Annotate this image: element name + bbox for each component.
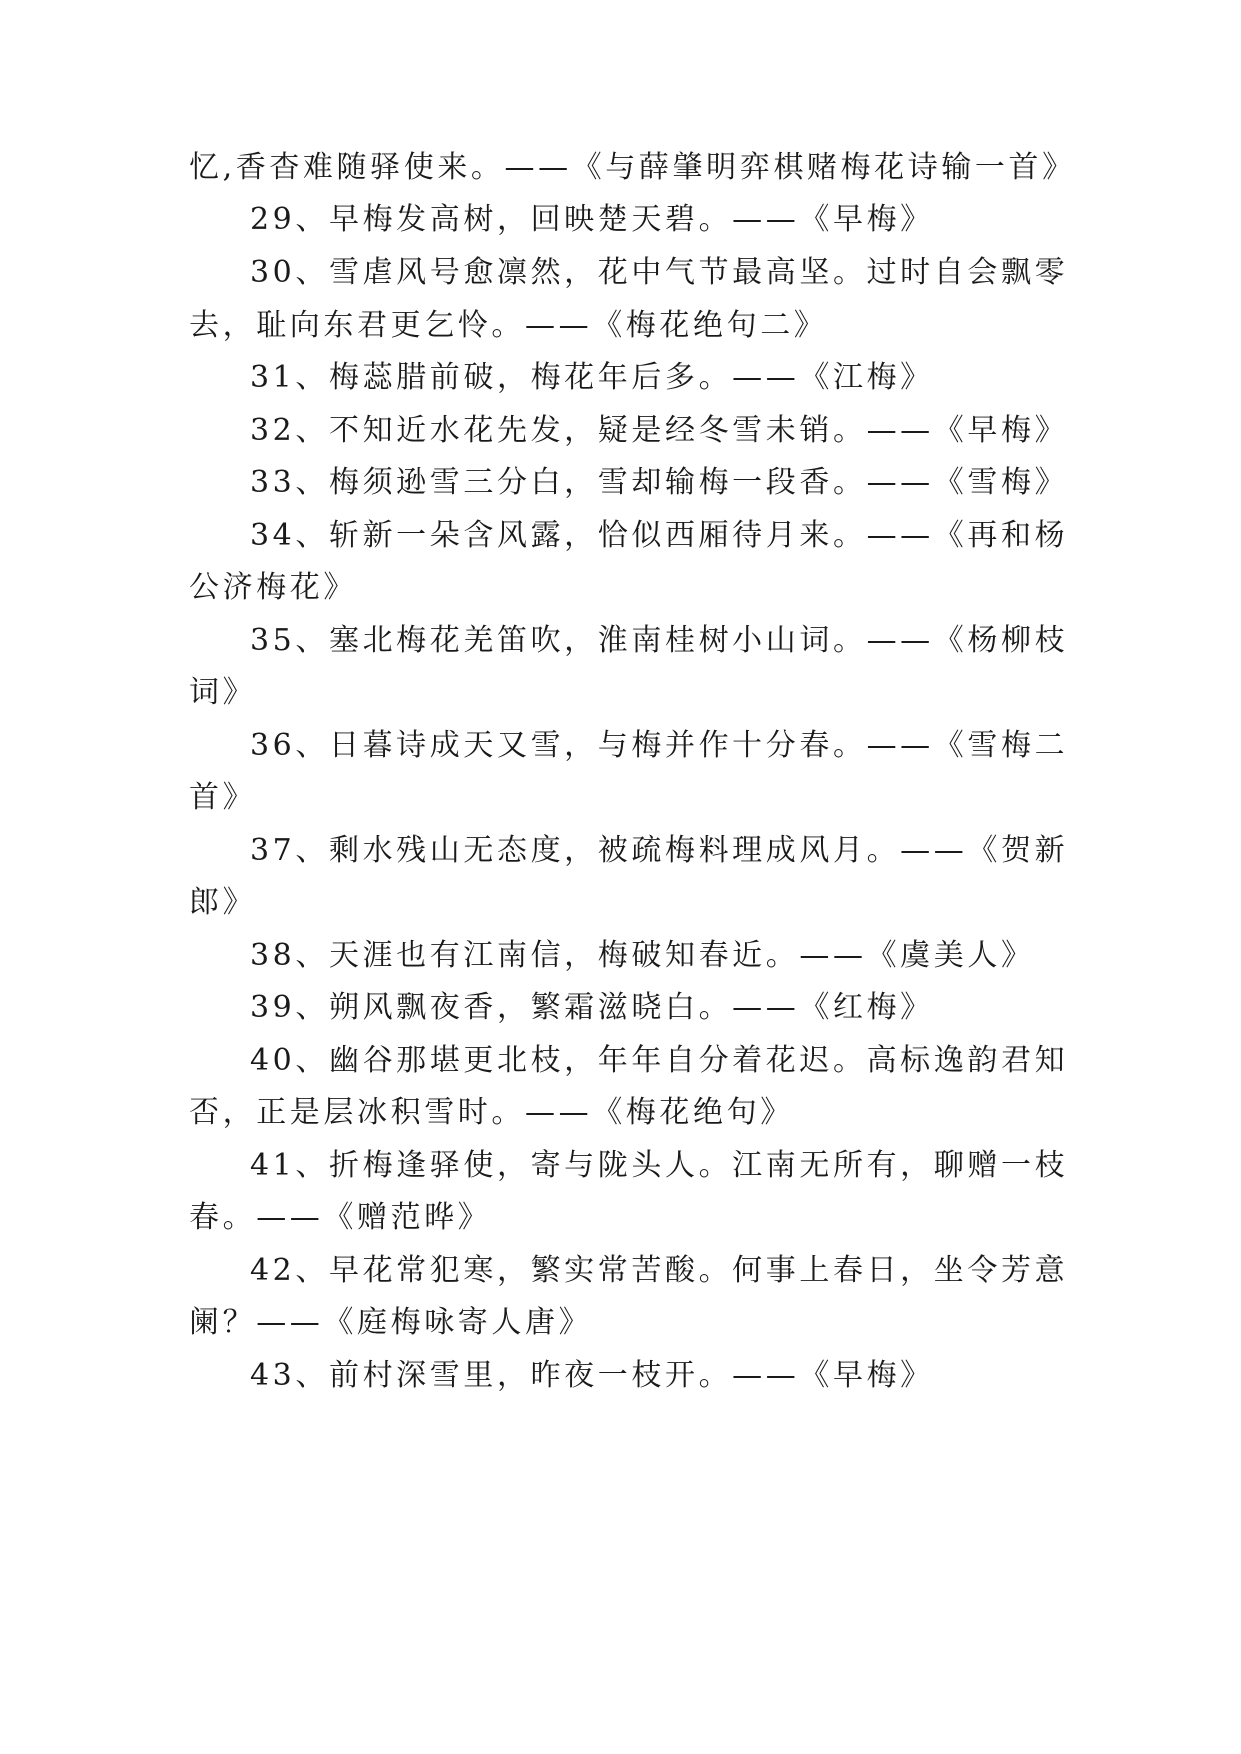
poem-line-36: 36、日暮诗成天又雪，与梅并作十分春。——《雪梅二 xyxy=(250,728,1069,763)
poem-line-41: 41、折梅逢驿使，寄与陇头人。江南无所有，聊赠一枝 xyxy=(250,1148,1069,1183)
poem-line-37-cont: 郎》 xyxy=(189,885,257,920)
poem-line-38: 38、天涯也有江南信，梅破知春近。——《虞美人》 xyxy=(250,938,1035,973)
poem-line-34-cont: 公济梅花》 xyxy=(189,570,357,605)
poem-line-40-cont: 否，正是层冰积雪时。——《梅花绝句》 xyxy=(189,1095,794,1130)
poem-line-35: 35、塞北梅花羌笛吹，淮南桂树小山词。——《杨柳枝 xyxy=(250,623,1069,658)
poem-line-31: 31、梅蕊腊前破，梅花年后多。——《江梅》 xyxy=(250,360,934,395)
poem-line-42-cont: 阑？——《庭梅咏寄人唐》 xyxy=(189,1305,593,1340)
poem-line-30-cont: 去，耻向东君更乞怜。——《梅花绝句二》 xyxy=(189,308,828,343)
poem-line-40: 40、幽谷那堪更北枝，年年自分着花迟。高标逸韵君知 xyxy=(250,1043,1069,1078)
poem-line-36-cont: 首》 xyxy=(189,780,257,815)
poem-line-43: 43、前村深雪里，昨夜一枝开。——《早梅》 xyxy=(250,1358,934,1393)
poem-line-39: 39、朔风飘夜香，繁霜滋晓白。——《红梅》 xyxy=(250,990,934,1025)
poem-line-35-cont: 词》 xyxy=(189,675,257,710)
poem-line-34: 34、斩新一朵含风露，恰似西厢待月来。——《再和杨 xyxy=(250,518,1069,553)
poem-line-37: 37、剩水残山无态度，被疏梅料理成风月。——《贺新 xyxy=(250,833,1069,868)
poem-line-41-cont: 春。——《赠范晔》 xyxy=(189,1200,492,1235)
poem-line-33: 33、梅须逊雪三分白，雪却输梅一段香。——《雪梅》 xyxy=(250,465,1069,500)
poem-line-29: 29、早梅发高树，回映楚天碧。——《早梅》 xyxy=(250,202,934,237)
poem-line-continuation: 忆,香杳难随驿使来。——《与薛肇明弈棋赌梅花诗输一首》 xyxy=(189,150,1076,185)
poem-line-30: 30、雪虐风号愈凛然，花中气节最高坚。过时自会飘零 xyxy=(250,255,1069,290)
poem-line-32: 32、不知近水花先发，疑是经冬雪未销。——《早梅》 xyxy=(250,413,1069,448)
poem-line-42: 42、早花常犯寒，繁实常苦酸。何事上春日，坐令芳意 xyxy=(250,1253,1069,1288)
